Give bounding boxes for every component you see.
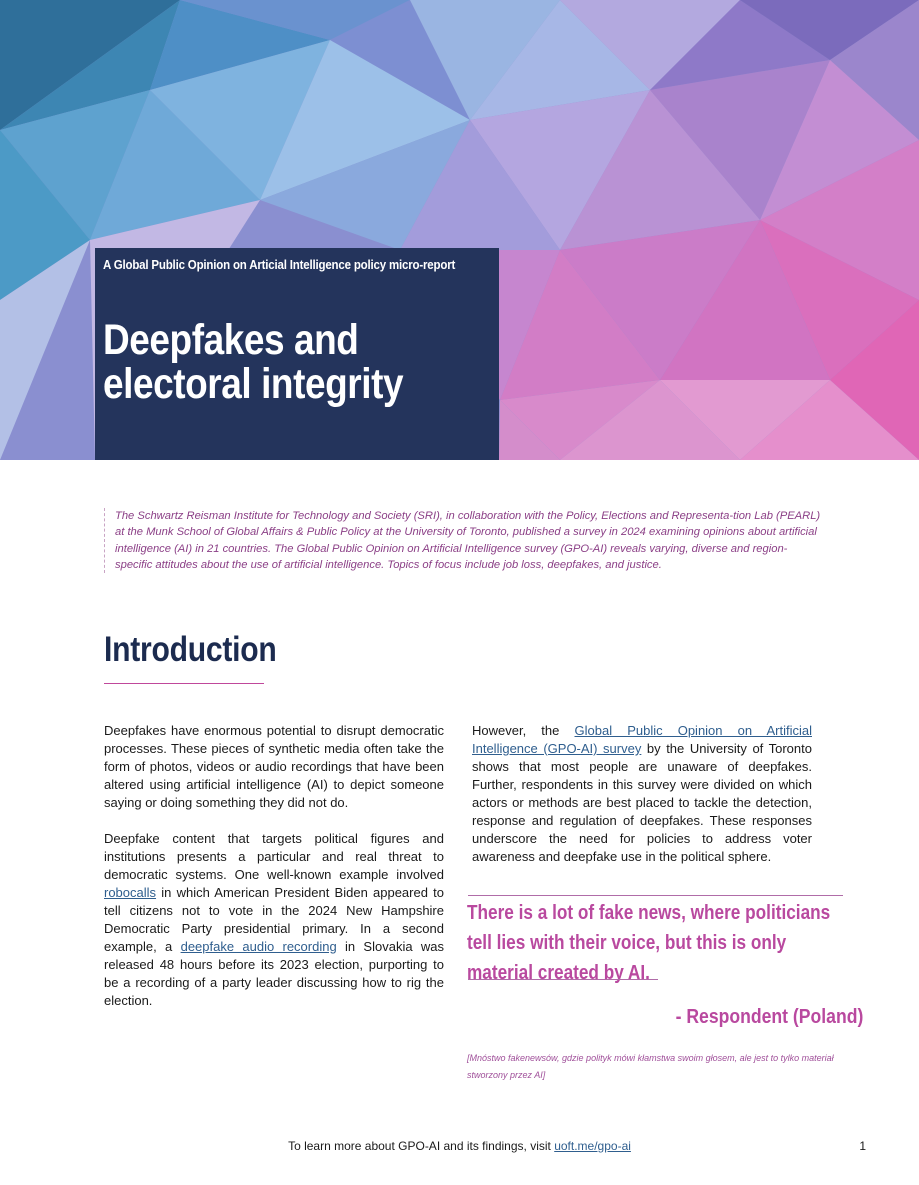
gpo-ai-survey-link[interactable]: Global Public Opinion on Artificial Intelligence (GPO-AI) survey bbox=[472, 723, 812, 756]
intro-paragraph-3: However, the Global Public Opinion on Artificial Intelligence (GPO-AI) survey by the University of Toronto shows that most people are unaware of deepfakes. Further, respondents in this survey were divided on which actors or methods are best placed to tackle the detection, response and regulation of deepfakes. These responses underscore the need for policies to address voter awareness and deepfake use in the political sphere. bbox=[472, 723, 812, 864]
heading-underline bbox=[104, 683, 264, 684]
page-number: 1 bbox=[859, 1139, 866, 1153]
deepfake-audio-link[interactable]: deepfake audio recording bbox=[180, 939, 337, 954]
quote-attribution: - Respondent (Poland) bbox=[675, 1006, 863, 1028]
quote-rule-bottom bbox=[468, 979, 658, 980]
report-title: Deepfakes and electoral integrity bbox=[103, 316, 404, 408]
robocalls-link[interactable]: robocalls bbox=[104, 885, 157, 900]
abstract: The Schwartz Reisman Institute for Technology and Society (SRI), in collaboration with the Policy, Elections and Representa-tion Lab (PEARL) at the Munk School of Global Affairs & Public Policy at the University of Toronto, published a survey in 2024 examining opinions about artificial intelligence (AI) in 21 countries. The Global Public Opinion on Artificial Intelligence survey (GPO-AI) reveals varying, diverse and region-specific attitudes about the use of artificial intelligence. Topics of focus include job loss, deepfakes, and justice. bbox=[104, 508, 821, 573]
pull-quote: There is a lot of fake news, where politicians tell lies with their voice, but this is only material created by AI. bbox=[467, 902, 831, 984]
quote-rule-top bbox=[468, 895, 843, 896]
left-column bbox=[104, 722, 444, 1028]
title-box bbox=[95, 248, 499, 460]
right-column bbox=[472, 722, 812, 884]
quote-original-language: [Mnóstwo fakenewsów, gdzie polityk mówi kłamstwa swoim głosem, ale jest to tylko materiał stworzony przez AI] bbox=[467, 1053, 834, 1080]
footer-text: To learn more about GPO-AI and its findings, visit bbox=[288, 1139, 555, 1153]
cover-banner bbox=[0, 0, 919, 460]
intro-paragraph-2: Deepfake content that targets political figures and institutions presents a particular and real threat to democratic systems. One well-known example involved robocalls in which American President Biden appeared to tell citizens not to vote in the 2024 New Hampshire Democratic Party presidential primary. In a second example, a deepfake audio recording in Slovakia was released 48 hours before its 2023 election, purporting to be a recording of a party leader discussing how to rig the election. bbox=[104, 831, 444, 1008]
footer bbox=[0, 1139, 919, 1153]
report-kicker: A Global Public Opinion on Articial Intelligence policy micro-report bbox=[103, 258, 456, 272]
section-heading-introduction: Introduction bbox=[104, 630, 277, 669]
gpo-ai-site-link[interactable]: uoft.me/gpo-ai bbox=[554, 1139, 631, 1153]
intro-paragraph-1: Deepfakes have enormous potential to disrupt democratic processes. These pieces of synthetic media often take the form of photos, videos or audio recordings that have been altered using artificial intelligence (AI) to depict someone saying or doing something they did not do. bbox=[104, 723, 444, 810]
